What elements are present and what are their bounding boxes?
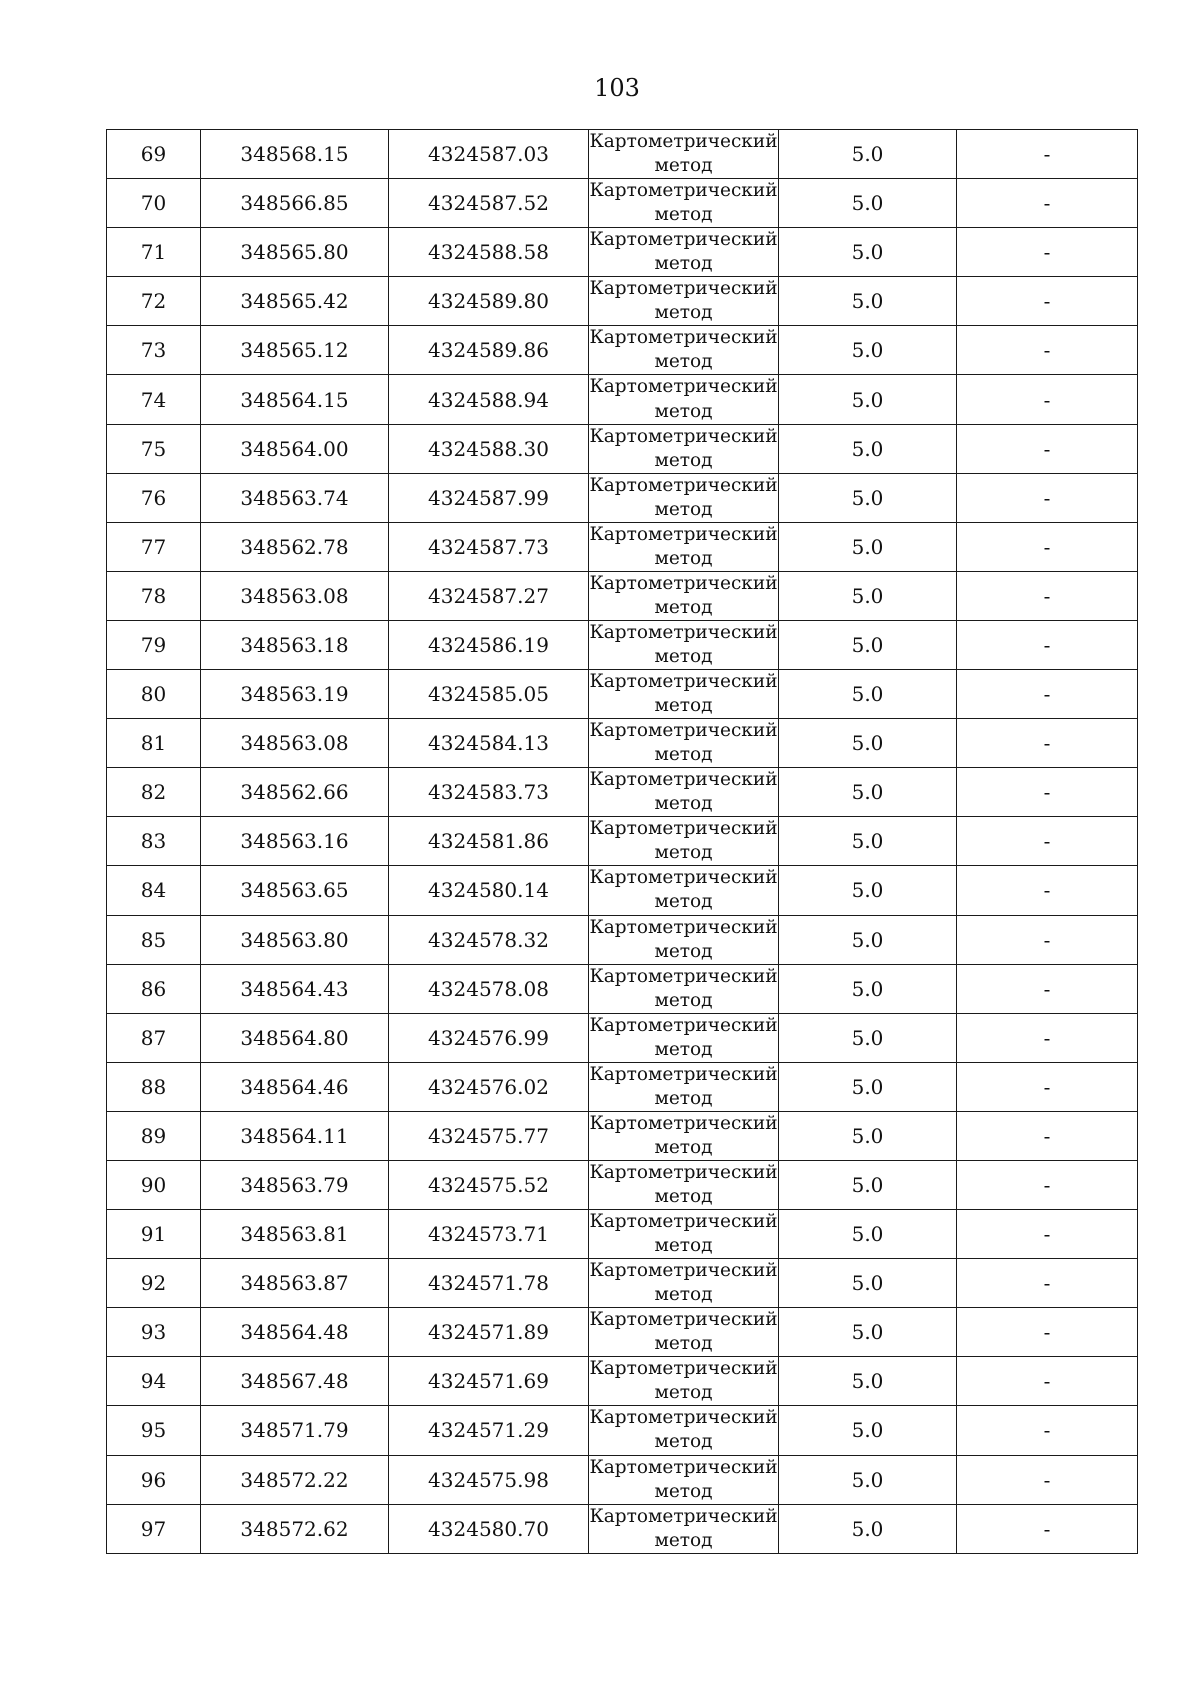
table-row bbox=[107, 670, 1138, 719]
y-coordinate-cell: 4324589.86 bbox=[389, 326, 589, 375]
table-row bbox=[107, 326, 1138, 375]
note-cell: - bbox=[957, 228, 1138, 277]
method-text: Картометрический bbox=[589, 180, 778, 202]
note-cell: - bbox=[957, 817, 1138, 866]
method-cell bbox=[589, 179, 779, 228]
accuracy-cell: 5.0 bbox=[779, 1406, 957, 1455]
x-coordinate-cell: 348562.78 bbox=[201, 522, 389, 571]
x-coordinate-cell: 348563.74 bbox=[201, 473, 389, 522]
y-coordinate-cell: 4324571.29 bbox=[389, 1406, 589, 1455]
method-text: метод bbox=[654, 842, 713, 864]
method-text: Картометрический bbox=[589, 229, 778, 251]
method-text: метод bbox=[654, 940, 713, 962]
y-coordinate-cell: 4324584.13 bbox=[389, 719, 589, 768]
note-cell: - bbox=[957, 620, 1138, 669]
method-text: Картометрический bbox=[589, 769, 778, 791]
y-coordinate-cell: 4324587.03 bbox=[389, 130, 589, 179]
table-row bbox=[107, 1210, 1138, 1259]
accuracy-cell: 5.0 bbox=[779, 1357, 957, 1406]
method-text: Картометрический bbox=[589, 327, 778, 349]
method-text: Картометрический bbox=[589, 867, 778, 889]
accuracy-cell: 5.0 bbox=[779, 1259, 957, 1308]
y-coordinate-cell: 4324573.71 bbox=[389, 1210, 589, 1259]
accuracy-cell: 5.0 bbox=[779, 228, 957, 277]
point-number-cell: 70 bbox=[107, 179, 201, 228]
x-coordinate-cell: 348564.80 bbox=[201, 1013, 389, 1062]
table-row bbox=[107, 1013, 1138, 1062]
x-coordinate-cell: 348563.87 bbox=[201, 1259, 389, 1308]
point-number-cell: 94 bbox=[107, 1357, 201, 1406]
x-coordinate-cell: 348565.42 bbox=[201, 277, 389, 326]
method-cell bbox=[589, 1111, 779, 1160]
y-coordinate-cell: 4324575.98 bbox=[389, 1455, 589, 1504]
accuracy-cell: 5.0 bbox=[779, 866, 957, 915]
accuracy-cell: 5.0 bbox=[779, 620, 957, 669]
method-cell bbox=[589, 1160, 779, 1209]
method-text: метод bbox=[654, 1136, 713, 1158]
method-cell bbox=[589, 522, 779, 571]
point-number-cell: 74 bbox=[107, 375, 201, 424]
table-row bbox=[107, 866, 1138, 915]
x-coordinate-cell: 348564.15 bbox=[201, 375, 389, 424]
method-cell bbox=[589, 1455, 779, 1504]
method-cell bbox=[589, 1357, 779, 1406]
accuracy-cell: 5.0 bbox=[779, 571, 957, 620]
y-coordinate-cell: 4324571.69 bbox=[389, 1357, 589, 1406]
accuracy-cell: 5.0 bbox=[779, 522, 957, 571]
accuracy-cell: 5.0 bbox=[779, 915, 957, 964]
point-number-cell: 72 bbox=[107, 277, 201, 326]
method-cell bbox=[589, 866, 779, 915]
method-text: Картометрический bbox=[589, 278, 778, 300]
table-row bbox=[107, 375, 1138, 424]
point-number-cell: 86 bbox=[107, 964, 201, 1013]
method-text: Картометрический bbox=[589, 671, 778, 693]
note-cell: - bbox=[957, 1210, 1138, 1259]
accuracy-cell: 5.0 bbox=[779, 375, 957, 424]
x-coordinate-cell: 348565.80 bbox=[201, 228, 389, 277]
method-text: метод bbox=[654, 498, 713, 520]
x-coordinate-cell: 348563.79 bbox=[201, 1160, 389, 1209]
accuracy-cell: 5.0 bbox=[779, 719, 957, 768]
table-row bbox=[107, 964, 1138, 1013]
point-number-cell: 88 bbox=[107, 1062, 201, 1111]
method-text: Картометрический bbox=[589, 916, 778, 938]
method-cell bbox=[589, 326, 779, 375]
method-cell bbox=[589, 1308, 779, 1357]
method-cell bbox=[589, 228, 779, 277]
method-text: метод bbox=[654, 989, 713, 1011]
method-text: метод bbox=[654, 645, 713, 667]
x-coordinate-cell: 348563.65 bbox=[201, 866, 389, 915]
note-cell: - bbox=[957, 1308, 1138, 1357]
method-text: Картометрический bbox=[589, 621, 778, 643]
method-text: метод bbox=[654, 449, 713, 471]
method-text: метод bbox=[654, 351, 713, 373]
y-coordinate-cell: 4324587.52 bbox=[389, 179, 589, 228]
method-text: Картометрический bbox=[589, 474, 778, 496]
x-coordinate-cell: 348562.66 bbox=[201, 768, 389, 817]
accuracy-cell: 5.0 bbox=[779, 964, 957, 1013]
y-coordinate-cell: 4324585.05 bbox=[389, 670, 589, 719]
note-cell: - bbox=[957, 375, 1138, 424]
x-coordinate-cell: 348563.08 bbox=[201, 719, 389, 768]
method-text: Картометрический bbox=[589, 1063, 778, 1085]
accuracy-cell: 5.0 bbox=[779, 277, 957, 326]
x-coordinate-cell: 348563.80 bbox=[201, 915, 389, 964]
table-row bbox=[107, 424, 1138, 473]
point-number-cell: 96 bbox=[107, 1455, 201, 1504]
method-text: Картометрический bbox=[589, 1260, 778, 1282]
method-text: Картометрический bbox=[589, 818, 778, 840]
method-cell bbox=[589, 964, 779, 1013]
y-coordinate-cell: 4324588.94 bbox=[389, 375, 589, 424]
note-cell: - bbox=[957, 866, 1138, 915]
method-text: метод bbox=[654, 793, 713, 815]
page-number: 103 bbox=[594, 74, 640, 102]
coordinates-table-body bbox=[107, 130, 1138, 1554]
method-text: метод bbox=[654, 1038, 713, 1060]
method-text: Картометрический bbox=[589, 572, 778, 594]
table-row bbox=[107, 1160, 1138, 1209]
method-text: метод bbox=[654, 1382, 713, 1404]
accuracy-cell: 5.0 bbox=[779, 424, 957, 473]
table-row bbox=[107, 768, 1138, 817]
y-coordinate-cell: 4324578.32 bbox=[389, 915, 589, 964]
y-coordinate-cell: 4324571.78 bbox=[389, 1259, 589, 1308]
method-text: Картометрический bbox=[589, 1014, 778, 1036]
method-cell bbox=[589, 1259, 779, 1308]
x-coordinate-cell: 348564.48 bbox=[201, 1308, 389, 1357]
x-coordinate-cell: 348564.00 bbox=[201, 424, 389, 473]
note-cell: - bbox=[957, 522, 1138, 571]
method-text: Картометрический bbox=[589, 376, 778, 398]
y-coordinate-cell: 4324587.27 bbox=[389, 571, 589, 620]
point-number-cell: 69 bbox=[107, 130, 201, 179]
method-text: метод bbox=[654, 400, 713, 422]
point-number-cell: 87 bbox=[107, 1013, 201, 1062]
table-row bbox=[107, 817, 1138, 866]
accuracy-cell: 5.0 bbox=[779, 1210, 957, 1259]
point-number-cell: 79 bbox=[107, 620, 201, 669]
method-cell bbox=[589, 571, 779, 620]
y-coordinate-cell: 4324581.86 bbox=[389, 817, 589, 866]
point-number-cell: 95 bbox=[107, 1406, 201, 1455]
table-row bbox=[107, 228, 1138, 277]
method-text: метод bbox=[654, 155, 713, 177]
method-cell bbox=[589, 1406, 779, 1455]
table-row bbox=[107, 179, 1138, 228]
note-cell: - bbox=[957, 1013, 1138, 1062]
table-row bbox=[107, 571, 1138, 620]
x-coordinate-cell: 348572.22 bbox=[201, 1455, 389, 1504]
accuracy-cell: 5.0 bbox=[779, 1062, 957, 1111]
note-cell: - bbox=[957, 1455, 1138, 1504]
note-cell: - bbox=[957, 179, 1138, 228]
point-number-cell: 83 bbox=[107, 817, 201, 866]
method-text: метод bbox=[654, 1529, 713, 1551]
note-cell: - bbox=[957, 424, 1138, 473]
note-cell: - bbox=[957, 915, 1138, 964]
point-number-cell: 89 bbox=[107, 1111, 201, 1160]
accuracy-cell: 5.0 bbox=[779, 1504, 957, 1553]
coordinates-table bbox=[106, 129, 1138, 1554]
table-row bbox=[107, 915, 1138, 964]
method-text: метод bbox=[654, 1235, 713, 1257]
note-cell: - bbox=[957, 571, 1138, 620]
accuracy-cell: 5.0 bbox=[779, 1160, 957, 1209]
method-text: Картометрический bbox=[589, 131, 778, 152]
x-coordinate-cell: 348563.08 bbox=[201, 571, 389, 620]
method-text: метод bbox=[654, 1431, 713, 1453]
accuracy-cell: 5.0 bbox=[779, 473, 957, 522]
point-number-cell: 92 bbox=[107, 1259, 201, 1308]
point-number-cell: 81 bbox=[107, 719, 201, 768]
method-text: метод bbox=[654, 302, 713, 324]
method-cell bbox=[589, 424, 779, 473]
accuracy-cell: 5.0 bbox=[779, 130, 957, 179]
note-cell: - bbox=[957, 473, 1138, 522]
note-cell: - bbox=[957, 277, 1138, 326]
accuracy-cell: 5.0 bbox=[779, 1013, 957, 1062]
method-text: Картометрический bbox=[589, 523, 778, 545]
method-text: Картометрический bbox=[589, 1161, 778, 1183]
y-coordinate-cell: 4324576.99 bbox=[389, 1013, 589, 1062]
method-cell bbox=[589, 1210, 779, 1259]
point-number-cell: 82 bbox=[107, 768, 201, 817]
y-coordinate-cell: 4324576.02 bbox=[389, 1062, 589, 1111]
method-text: метод bbox=[654, 1333, 713, 1355]
y-coordinate-cell: 4324589.80 bbox=[389, 277, 589, 326]
x-coordinate-cell: 348564.11 bbox=[201, 1111, 389, 1160]
method-text: Картометрический bbox=[589, 1112, 778, 1134]
note-cell: - bbox=[957, 1406, 1138, 1455]
table-row bbox=[107, 522, 1138, 571]
note-cell: - bbox=[957, 1259, 1138, 1308]
y-coordinate-cell: 4324588.58 bbox=[389, 228, 589, 277]
accuracy-cell: 5.0 bbox=[779, 179, 957, 228]
x-coordinate-cell: 348568.15 bbox=[201, 130, 389, 179]
table-row bbox=[107, 1406, 1138, 1455]
point-number-cell: 84 bbox=[107, 866, 201, 915]
method-text: метод bbox=[654, 695, 713, 717]
point-number-cell: 85 bbox=[107, 915, 201, 964]
y-coordinate-cell: 4324571.89 bbox=[389, 1308, 589, 1357]
method-text: Картометрический bbox=[589, 1456, 778, 1478]
method-text: метод bbox=[654, 1186, 713, 1208]
method-cell bbox=[589, 620, 779, 669]
point-number-cell: 91 bbox=[107, 1210, 201, 1259]
point-number-cell: 76 bbox=[107, 473, 201, 522]
accuracy-cell: 5.0 bbox=[779, 1455, 957, 1504]
method-text: метод bbox=[654, 744, 713, 766]
x-coordinate-cell: 348566.85 bbox=[201, 179, 389, 228]
y-coordinate-cell: 4324583.73 bbox=[389, 768, 589, 817]
table-row bbox=[107, 1308, 1138, 1357]
accuracy-cell: 5.0 bbox=[779, 326, 957, 375]
method-text: Картометрический bbox=[589, 1309, 778, 1331]
point-number-cell: 93 bbox=[107, 1308, 201, 1357]
method-cell bbox=[589, 817, 779, 866]
method-cell bbox=[589, 1062, 779, 1111]
y-coordinate-cell: 4324575.77 bbox=[389, 1111, 589, 1160]
accuracy-cell: 5.0 bbox=[779, 1111, 957, 1160]
table-row bbox=[107, 473, 1138, 522]
method-cell bbox=[589, 670, 779, 719]
method-text: метод bbox=[654, 204, 713, 226]
table-row bbox=[107, 620, 1138, 669]
point-number-cell: 75 bbox=[107, 424, 201, 473]
method-text: Картометрический bbox=[589, 1211, 778, 1233]
note-cell: - bbox=[957, 1357, 1138, 1406]
note-cell: - bbox=[957, 130, 1138, 179]
x-coordinate-cell: 348563.81 bbox=[201, 1210, 389, 1259]
method-text: Картометрический bbox=[589, 965, 778, 987]
table-row bbox=[107, 1062, 1138, 1111]
method-cell bbox=[589, 1013, 779, 1062]
y-coordinate-cell: 4324587.73 bbox=[389, 522, 589, 571]
method-text: метод bbox=[654, 1087, 713, 1109]
method-cell bbox=[589, 768, 779, 817]
method-cell bbox=[589, 719, 779, 768]
x-coordinate-cell: 348564.43 bbox=[201, 964, 389, 1013]
method-text: Картометрический bbox=[589, 425, 778, 447]
method-text: метод bbox=[654, 1480, 713, 1502]
table-row bbox=[107, 719, 1138, 768]
x-coordinate-cell: 348564.46 bbox=[201, 1062, 389, 1111]
x-coordinate-cell: 348567.48 bbox=[201, 1357, 389, 1406]
method-text: Картометрический bbox=[589, 1407, 778, 1429]
y-coordinate-cell: 4324588.30 bbox=[389, 424, 589, 473]
point-number-cell: 97 bbox=[107, 1504, 201, 1553]
method-text: метод bbox=[654, 547, 713, 569]
method-text: Картометрический bbox=[589, 1505, 778, 1527]
method-cell bbox=[589, 375, 779, 424]
y-coordinate-cell: 4324575.52 bbox=[389, 1160, 589, 1209]
method-cell bbox=[589, 277, 779, 326]
table-row bbox=[107, 1259, 1138, 1308]
note-cell: - bbox=[957, 964, 1138, 1013]
method-text: метод bbox=[654, 1284, 713, 1306]
method-text: метод bbox=[654, 253, 713, 275]
table-row bbox=[107, 1455, 1138, 1504]
method-text: метод bbox=[654, 891, 713, 913]
x-coordinate-cell: 348565.12 bbox=[201, 326, 389, 375]
x-coordinate-cell: 348563.19 bbox=[201, 670, 389, 719]
x-coordinate-cell: 348571.79 bbox=[201, 1406, 389, 1455]
note-cell: - bbox=[957, 719, 1138, 768]
y-coordinate-cell: 4324587.99 bbox=[389, 473, 589, 522]
point-number-cell: 73 bbox=[107, 326, 201, 375]
method-cell bbox=[589, 473, 779, 522]
y-coordinate-cell: 4324578.08 bbox=[389, 964, 589, 1013]
accuracy-cell: 5.0 bbox=[779, 768, 957, 817]
note-cell: - bbox=[957, 670, 1138, 719]
method-cell bbox=[589, 130, 779, 179]
table-row bbox=[107, 1504, 1138, 1553]
point-number-cell: 90 bbox=[107, 1160, 201, 1209]
y-coordinate-cell: 4324580.14 bbox=[389, 866, 589, 915]
note-cell: - bbox=[957, 1111, 1138, 1160]
note-cell: - bbox=[957, 1160, 1138, 1209]
accuracy-cell: 5.0 bbox=[779, 817, 957, 866]
x-coordinate-cell: 348563.18 bbox=[201, 620, 389, 669]
method-text: Картометрический bbox=[589, 720, 778, 742]
note-cell: - bbox=[957, 1062, 1138, 1111]
table-row bbox=[107, 1111, 1138, 1160]
y-coordinate-cell: 4324586.19 bbox=[389, 620, 589, 669]
method-cell bbox=[589, 915, 779, 964]
method-text: метод bbox=[654, 596, 713, 618]
method-cell bbox=[589, 1504, 779, 1553]
method-text: Картометрический bbox=[589, 1358, 778, 1380]
x-coordinate-cell: 348563.16 bbox=[201, 817, 389, 866]
point-number-cell: 77 bbox=[107, 522, 201, 571]
table-row bbox=[107, 277, 1138, 326]
accuracy-cell: 5.0 bbox=[779, 1308, 957, 1357]
point-number-cell: 71 bbox=[107, 228, 201, 277]
x-coordinate-cell: 348572.62 bbox=[201, 1504, 389, 1553]
point-number-cell: 78 bbox=[107, 571, 201, 620]
note-cell: - bbox=[957, 1504, 1138, 1553]
point-number-cell: 80 bbox=[107, 670, 201, 719]
table-row bbox=[107, 1357, 1138, 1406]
note-cell: - bbox=[957, 326, 1138, 375]
table-row bbox=[107, 130, 1138, 179]
accuracy-cell: 5.0 bbox=[779, 670, 957, 719]
note-cell: - bbox=[957, 768, 1138, 817]
y-coordinate-cell: 4324580.70 bbox=[389, 1504, 589, 1553]
